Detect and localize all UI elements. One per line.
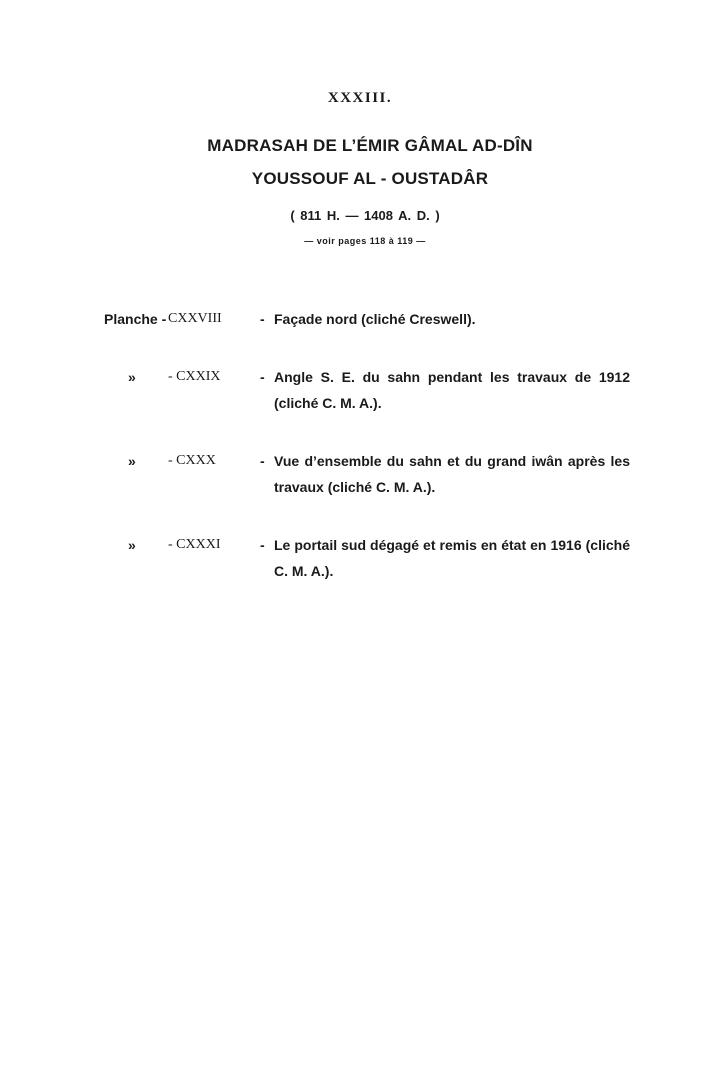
plate-dash: - <box>260 369 265 385</box>
plate-description: Façade nord (cliché Creswell). <box>274 311 476 327</box>
plate-dash: - <box>260 537 265 553</box>
plate-description: Angle S. E. du sahn pendant les travaux de 1912 (cliché C. M. A.). <box>274 369 630 411</box>
plate-prefix: » <box>128 369 136 385</box>
plate-dash: - <box>260 311 265 327</box>
plate-dash: - <box>260 453 265 469</box>
title-line-2: YOUSSOUF AL - OUSTADÂR <box>251 169 489 188</box>
plate-description: Vue d’ensemble du sahn et du grand iwân après les travaux (cliché C. M. A.). <box>274 453 630 495</box>
plate-description: Le portail sud dégagé et remis en état en 1916 (cliché C. M. A.). <box>274 537 630 579</box>
dates: ( 811 H. — 1408 A. D. ) <box>290 208 440 223</box>
title-line-1: MADRASAH DE L’ÉMIR GÂMAL AD-DÎN <box>207 136 533 155</box>
plate-numeral: CXXVIII <box>168 311 222 326</box>
pages-reference: — voir pages 118 à 119 — <box>304 236 426 246</box>
plate-prefix: » <box>128 537 136 553</box>
plate-numeral: - CXXIX <box>168 369 221 384</box>
plate-prefix: Planche - <box>104 311 167 327</box>
plate-numeral: - CXXX <box>168 453 216 468</box>
plate-prefix: » <box>128 453 136 469</box>
plate-numeral: - CXXXI <box>168 537 221 552</box>
section-number: XXXIII. <box>327 90 393 106</box>
